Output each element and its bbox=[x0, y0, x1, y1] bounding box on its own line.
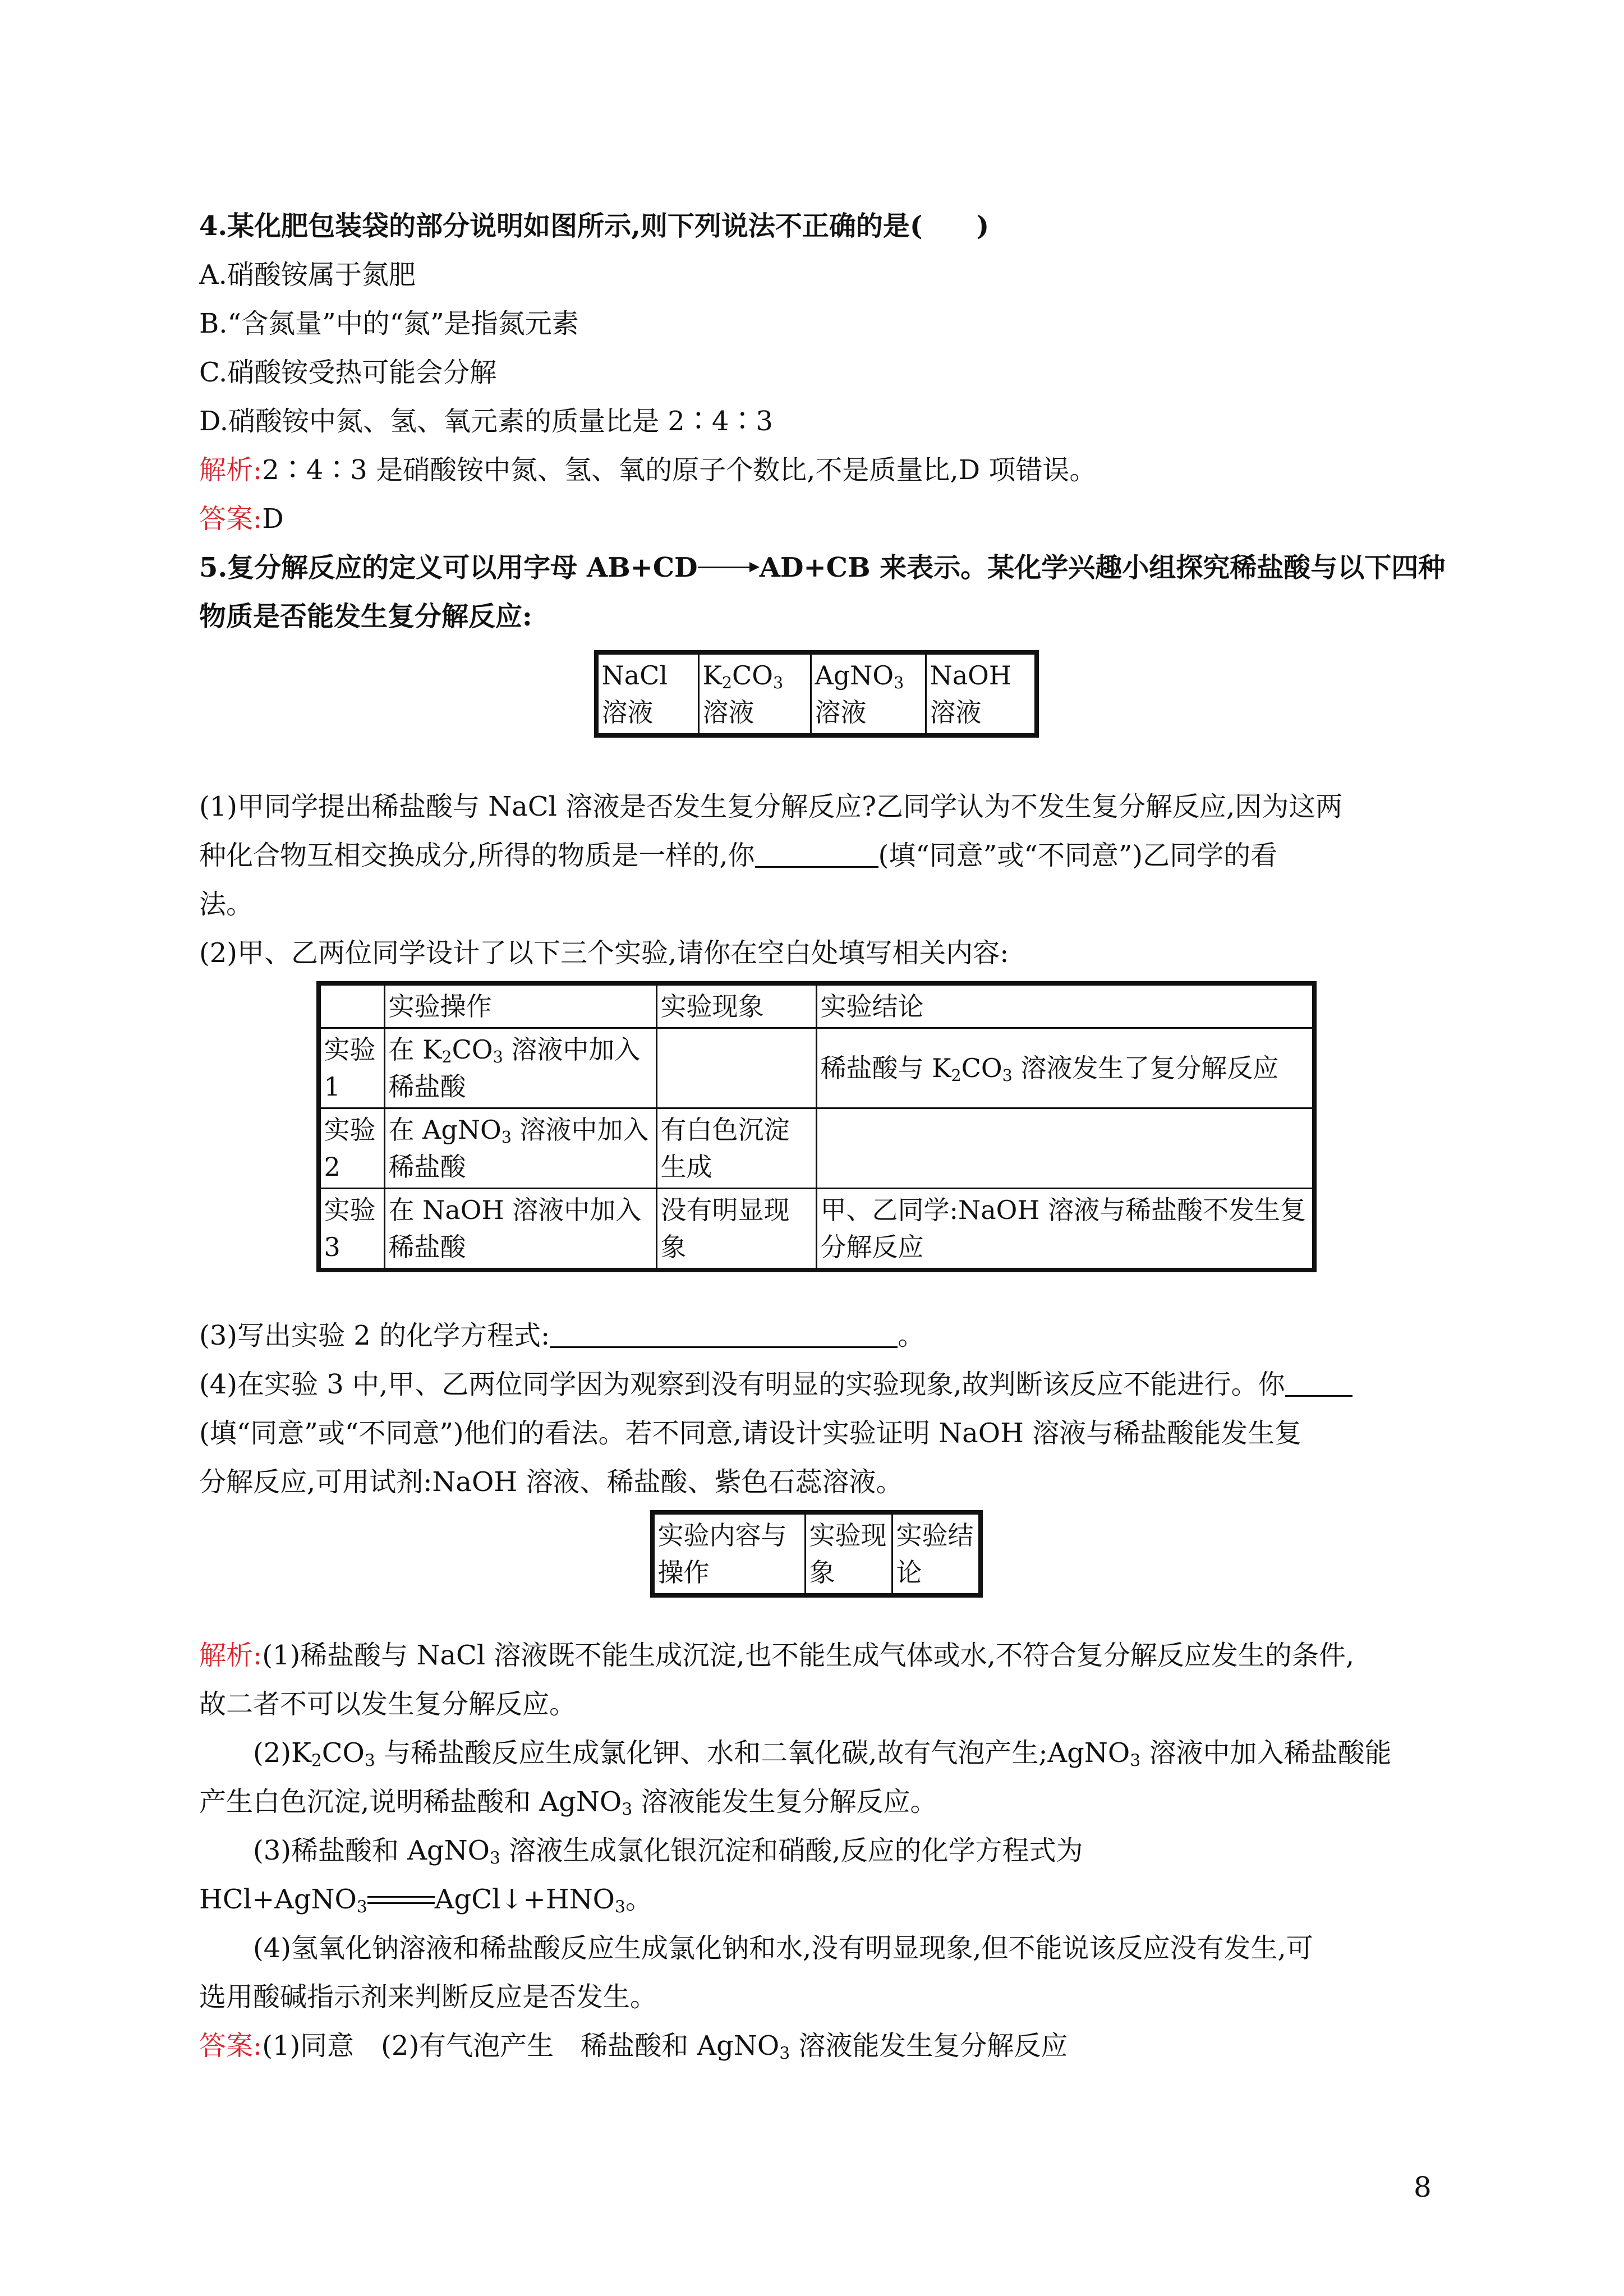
answer-label: 答案: bbox=[199, 503, 263, 535]
answer-blank-equation[interactable] bbox=[550, 1323, 898, 1348]
q5-answer: 答案:(1)同意 (2)有气泡产生 稀盐酸和 AgNO$_3$ 溶液能发生复分解反应 bbox=[199, 2030, 1068, 2064]
q5-part4-line3: 分解反应,可用试剂:NaOH 溶液、稀盐酸、紫色石蕊溶液。 bbox=[199, 1466, 903, 1498]
exp-header-phenomenon: 实验现象 bbox=[656, 983, 816, 1028]
q4-option-c: C.硝酸铵受热可能会分解 bbox=[199, 357, 497, 388]
substance-naoh: NaOH 溶液 bbox=[926, 652, 1037, 735]
exp1-operation: 在 $K_2CO_3$ 溶液中加入稀盐酸 bbox=[384, 1028, 656, 1108]
q5-part1-line3: 法。 bbox=[199, 889, 254, 920]
q5-part4-text-a: (4)在实验 3 中,甲、乙两位同学因为观察到没有明显的实验现象,故判断该反应不能进行。你 bbox=[199, 1369, 1285, 1400]
q4-option-d: D.硝酸铵中氮、氢、氧元素的质量比是 2∶4∶3 bbox=[199, 406, 773, 437]
substances-table-wrap bbox=[199, 650, 1433, 738]
q5-stem-part-b: AD+CB 来表示。某化学兴趣小组探究稀盐酸与以下四种 bbox=[759, 552, 1446, 583]
table-row bbox=[319, 1108, 1314, 1189]
q5-part2: (2)甲、乙两位同学设计了以下三个实验,请你在空白处填写相关内容: bbox=[199, 937, 1009, 969]
q5-part1-line2 bbox=[199, 831, 1433, 880]
design-header-phenomenon: 实验现象 bbox=[805, 1512, 892, 1595]
answer-label: 答案: bbox=[199, 2030, 263, 2062]
answer-blank-1[interactable] bbox=[755, 843, 878, 868]
answer-blank-2[interactable] bbox=[1285, 1372, 1352, 1397]
equals-sign-icon bbox=[367, 1896, 435, 1904]
exp3-conclusion: 甲、乙同学:NaOH 溶液与稀盐酸不发生复分解反应 bbox=[816, 1189, 1314, 1271]
q4-option-b: B.“含氮量”中的“氮”是指氮元素 bbox=[199, 308, 579, 339]
exp3-phenomenon: 没有明显现象 bbox=[656, 1189, 816, 1271]
q5-part1-line1: (1)甲同学提出稀盐酸与 NaCl 溶液是否发生复分解反应?乙同学认为不发生复分解反应,因为这两 bbox=[199, 791, 1343, 822]
q5-part1-text-a: 种化合物互相交换成分,所得的物质是一样的,你 bbox=[199, 840, 755, 871]
exp-header-conclusion: 实验结论 bbox=[816, 983, 1314, 1028]
q5-stem-part-a: 5.复分解反应的定义可以用字母 AB+CD bbox=[199, 552, 698, 583]
exp2-label: 实验 2 bbox=[319, 1108, 385, 1189]
q4-answer-text: D bbox=[262, 503, 284, 535]
exp-header-operation: 实验操作 bbox=[384, 983, 656, 1028]
q5-part4-line1 bbox=[199, 1360, 1433, 1409]
substance-agno3: AgNO$_3$ 溶液 bbox=[811, 652, 926, 735]
q5-analysis-1a: (1)稀盐酸与 NaCl 溶液既不能生成沉淀,也不能生成气体或水,不符合复分解反应发生的条件, bbox=[262, 1640, 1355, 1671]
chemical-equation: HCl+AgNO$_3$ $AgCl↓+HNO_3$。 bbox=[199, 1884, 652, 1917]
reaction-arrow-icon bbox=[698, 565, 760, 569]
exp-header-blank bbox=[319, 983, 385, 1028]
analysis-label: 解析: bbox=[199, 454, 263, 486]
q4-option-a: A.硝酸铵属于氮肥 bbox=[199, 259, 416, 291]
exp2-phenomenon: 有白色沉淀生成 bbox=[656, 1108, 816, 1189]
substances-table bbox=[594, 650, 1039, 738]
exp2-conclusion-blank[interactable] bbox=[816, 1108, 1314, 1189]
substance-k2co3: $K_2CO_3$ 溶液 bbox=[698, 652, 811, 735]
q5-analysis-line5: (3)稀盐酸和 AgNO$_3$ 溶液生成氯化银沉淀和硝酸,反应的化学方程式为 bbox=[253, 1835, 1083, 1869]
q4-stem: 4.某化肥包装袋的部分说明如图所示,则下列说法不正确的是( ) bbox=[199, 210, 990, 242]
exp1-label: 实验 1 bbox=[319, 1028, 385, 1108]
table-row bbox=[319, 1189, 1314, 1271]
q5-analysis-line4: 产生白色沉淀,说明稀盐酸和 AgNO$_3$ 溶液能发生复分解反应。 bbox=[199, 1786, 937, 1820]
q5-part4-line2: (填“同意”或“不同意”)他们的看法。若不同意,请设计实验证明 NaOH 溶液与稀盐酸能发生复 bbox=[199, 1418, 1302, 1449]
experiment-table bbox=[316, 981, 1317, 1272]
q5-part3 bbox=[199, 1312, 1433, 1360]
table-row bbox=[319, 1028, 1314, 1108]
q5-analysis-line2: 故二者不可以发生复分解反应。 bbox=[199, 1688, 577, 1720]
q5-stem-line1 bbox=[199, 544, 1446, 592]
q5-analysis-line7: 选用酸碱指示剂来判断反应是否发生。 bbox=[199, 1981, 657, 2013]
design-header-operation: 实验内容与操作 bbox=[652, 1512, 806, 1595]
exp1-conclusion: 稀盐酸与 $K_2CO_3$ 溶液发生了复分解反应 bbox=[816, 1028, 1314, 1108]
q4-answer bbox=[199, 495, 1433, 544]
design-header-conclusion: 实验结论 bbox=[892, 1512, 981, 1595]
document-page bbox=[199, 202, 1446, 2070]
page-number: 8 bbox=[1414, 2171, 1432, 2203]
q5-stem-line2: 物质是否能发生复分解反应: bbox=[199, 601, 532, 632]
exp2-operation: 在 AgNO$_3$ 溶液中加入稀盐酸 bbox=[384, 1108, 656, 1189]
q5-part3-period: 。 bbox=[898, 1320, 925, 1351]
substance-nacl: NaCl 溶液 bbox=[596, 652, 699, 735]
q5-analysis-line3: $(2)K_2CO_3$ 与稀盐酸反应生成氯化钾、水和二氧化碳,故有气泡产生;AgNO$_3$ 溶液中加入稀盐酸能 bbox=[253, 1737, 1392, 1771]
exp3-label: 实验 3 bbox=[319, 1189, 385, 1271]
q4-analysis bbox=[199, 446, 1433, 495]
exp3-operation: 在 NaOH 溶液中加入稀盐酸 bbox=[384, 1189, 656, 1271]
q5-analysis-line1 bbox=[199, 1631, 1433, 1680]
q5-part1-text-b: (填“同意”或“不同意”)乙同学的看 bbox=[878, 840, 1278, 871]
q5-analysis-line6: (4)氢氧化钠溶液和稀盐酸反应生成氯化钠和水,没有明显现象,但不能说该反应没有发生,可 bbox=[253, 1932, 1313, 1964]
design-table bbox=[650, 1510, 983, 1598]
analysis-label: 解析: bbox=[199, 1640, 263, 1671]
exp1-phenomenon-blank[interactable] bbox=[656, 1028, 816, 1108]
experiment-table-wrap bbox=[199, 981, 1433, 1272]
design-table-wrap bbox=[199, 1510, 1433, 1598]
q4-analysis-text: 2∶4∶3 是硝酸铵中氮、氢、氧的原子个数比,不是质量比,D 项错误。 bbox=[262, 454, 1097, 486]
q5-part3-text: (3)写出实验 2 的化学方程式: bbox=[199, 1320, 550, 1351]
